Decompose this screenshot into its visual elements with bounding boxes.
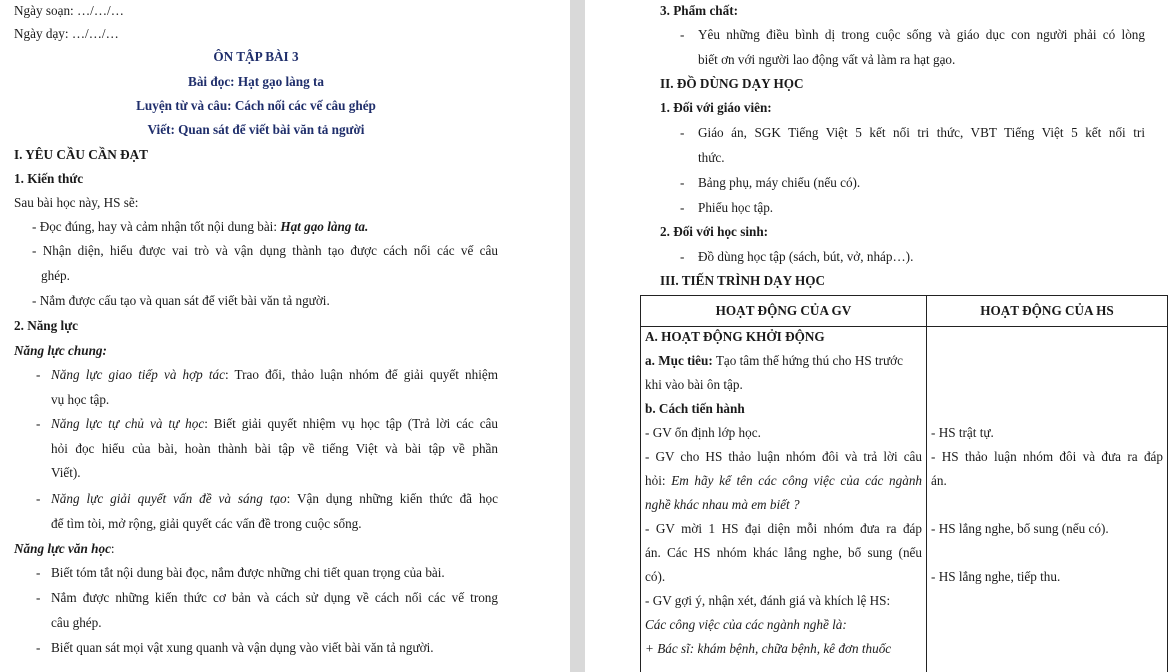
student-step-2-line-2: án. xyxy=(931,473,947,488)
student-materials-heading: 2. Đối với học sinh: xyxy=(660,224,769,239)
student-step-1: - HS trật tự. xyxy=(931,425,994,440)
general-competence-item-2-line-2: hỏi đọc hiểu của bài, hoàn thành bài tập về tiếng Việt và bài tập về phần xyxy=(51,441,498,456)
qualities-item-1-line-2: biết ơn với người lao động vất vả làm ra hạt gạo. xyxy=(698,52,956,67)
bullet-dash: - xyxy=(680,200,685,215)
teacher-step-2-line-1: - GV cho HS thảo luận nhóm đôi và trả lời câu xyxy=(645,449,922,464)
teacher-step-4-line-1: - GV gợi ý, nhận xét, đánh giá và khích lệ HS: xyxy=(645,593,891,608)
bullet-dash: - xyxy=(680,125,685,140)
general-competence-heading: Năng lực chung: xyxy=(14,343,107,358)
teacher-step-4-line-3: + Bác sĩ: khám bệnh, chữa bệnh, kê đơn thuốc xyxy=(645,641,892,656)
lesson-subtitle-reading: Bài đọc: Hạt gạo làng ta xyxy=(188,74,324,89)
literary-competence-item-3: Biết quan sát mọi vật xung quanh và vận dụng vào viết bài văn tả người. xyxy=(51,640,434,655)
general-competence-item-3-line-1: Năng lực giải quyết vấn đề và sáng tạo: Vận dụng những kiến thức đã học xyxy=(51,491,499,506)
teacher-step-2-line-3: nghề khác nhau mà em biết ? xyxy=(645,497,800,512)
general-competence-item-2-line-3: Viết). xyxy=(51,465,81,480)
teacher-materials-item-1-line-1: Giáo án, SGK Tiếng Việt 5 kết nối tri thức, VBT Tiếng Việt 5 kết nối tri xyxy=(698,125,1145,140)
table-header-row xyxy=(641,296,1168,327)
teacher-step-3-line-2: án. Các HS nhóm khác lắng nghe, bổ sung (nếu xyxy=(645,545,922,560)
student-step-2-line-1: - HS thảo luận nhóm đôi và đưa ra đáp xyxy=(931,449,1163,464)
literary-competence-heading: Năng lực văn học: xyxy=(14,541,115,556)
teaching-date: Ngày dạy: …/…/… xyxy=(14,26,119,41)
activities-table xyxy=(640,295,1168,672)
competence-heading: 2. Năng lực xyxy=(14,318,78,333)
knowledge-heading: 1. Kiến thức xyxy=(14,171,84,186)
section-process-heading: III. TIẾN TRÌNH DẠY HỌC xyxy=(660,273,826,288)
general-competence-item-3-line-2: để tìm tòi, mở rộng, giải quyết các vấn đề trong cuộc sống. xyxy=(51,516,362,531)
qualities-heading: 3. Phẩm chất: xyxy=(660,3,739,18)
bullet-dash: - xyxy=(36,590,41,605)
knowledge-item-1-text: - Đọc đúng, hay và cảm nhận tốt nội dung bài: xyxy=(32,219,281,234)
general-competence-item-1-line-2: vụ học tập. xyxy=(51,392,110,407)
section-requirements-heading: I. YÊU CẦU CẦN ĐẠT xyxy=(14,147,148,162)
teacher-activity-cell xyxy=(641,327,927,672)
left-document-page xyxy=(0,0,570,672)
bullet-dash: - xyxy=(36,565,41,580)
bullet-dash: - xyxy=(36,367,41,382)
teacher-step-4-line-2: Các công việc của các ngành nghề là: xyxy=(645,617,847,632)
objective-line-2: khi vào bài ôn tập. xyxy=(645,377,743,392)
student-activity-cell xyxy=(927,327,1168,672)
knowledge-item-2-line-2: ghép. xyxy=(41,268,70,283)
teacher-materials-item-2: Bảng phụ, máy chiếu (nếu có). xyxy=(698,175,861,190)
teacher-step-3-line-3: có). xyxy=(645,569,666,584)
teacher-materials-item-1-line-2: thức. xyxy=(698,150,725,165)
table-row xyxy=(641,327,1168,672)
bullet-dash: - xyxy=(36,491,41,506)
warmup-heading: A. HOẠT ĐỘNG KHỞI ĐỘNG xyxy=(645,329,825,344)
procedure-heading: b. Cách tiến hành xyxy=(645,401,745,416)
literary-competence-item-1: Biết tóm tắt nội dung bài đọc, nắm được những chi tiết quan trọng của bài. xyxy=(51,565,445,580)
knowledge-item-3: - Nắm được cấu tạo và quan sát để viết bài văn tả người. xyxy=(32,293,330,308)
qualities-item-1-line-1: Yêu những điều bình dị trong cuộc sống và giáo dục con người phải có lòng xyxy=(698,27,1145,42)
literary-competence-item-2-line-2: câu ghép. xyxy=(51,615,102,630)
objective-line-1: a. Mục tiêu: Tạo tâm thế hứng thú cho HS trước xyxy=(645,353,903,368)
teacher-step-3-line-1: - GV mời 1 HS đại diện mỗi nhóm đưa ra đáp xyxy=(645,521,922,536)
lesson-subtitle-writing: Viết: Quan sát để viết bài văn tả người xyxy=(147,122,365,137)
bullet-dash: - xyxy=(36,416,41,431)
bullet-dash: - xyxy=(36,640,41,655)
right-document-page xyxy=(585,0,1168,672)
student-step-4: - HS lắng nghe, tiếp thu. xyxy=(931,569,1061,584)
preparation-date: Ngày soạn: …/…/… xyxy=(14,3,124,18)
teacher-step-1: - GV ổn định lớp học. xyxy=(645,425,761,440)
student-step-3: - HS lắng nghe, bổ sung (nếu có). xyxy=(931,521,1109,536)
knowledge-item-2-line-1: - Nhận diện, hiểu được vai trò và vận dụng thành tạo được cách nối các vế câu xyxy=(32,243,498,258)
bullet-dash: - xyxy=(680,249,685,264)
literary-competence-item-2-line-1: Nắm được những kiến thức cơ bản và cách sử dụng về cách nối các vế trong xyxy=(51,590,498,605)
teacher-materials-item-3: Phiếu học tập. xyxy=(698,200,774,215)
student-materials-item-1: Đồ dùng học tập (sách, bút, vở, nháp…). xyxy=(698,249,914,264)
knowledge-item-1-title: Hạt gạo làng ta. xyxy=(280,219,369,234)
general-competence-item-1-line-1: Năng lực giao tiếp và hợp tác: Trao đổi, thảo luận nhóm để giải quyết nhiệm xyxy=(51,367,498,382)
knowledge-intro: Sau bài học này, HS sẽ: xyxy=(14,195,139,210)
general-competence-item-2-line-1: Năng lực tự chủ và tự học: Biết giải quyết nhiệm vụ học tập (Trả lời các câu xyxy=(51,416,499,431)
student-activity-column-header: HOẠT ĐỘNG CỦA HS xyxy=(927,296,1168,327)
lesson-subtitle-grammar: Luyện từ và câu: Cách nối các vế câu ghép xyxy=(136,98,376,113)
knowledge-item-1 xyxy=(32,219,368,235)
lesson-title: ÔN TẬP BÀI 3 xyxy=(213,49,299,64)
teacher-activity-column-header: HOẠT ĐỘNG CỦA GV xyxy=(641,296,927,327)
section-materials-heading: II. ĐỒ DÙNG DẠY HỌC xyxy=(660,76,804,91)
teacher-materials-heading: 1. Đối với giáo viên: xyxy=(660,100,772,115)
bullet-dash: - xyxy=(680,175,685,190)
bullet-dash: - xyxy=(680,27,685,42)
teacher-step-2-line-2: hỏi: Em hãy kể tên các công việc của các ngành xyxy=(645,473,923,488)
